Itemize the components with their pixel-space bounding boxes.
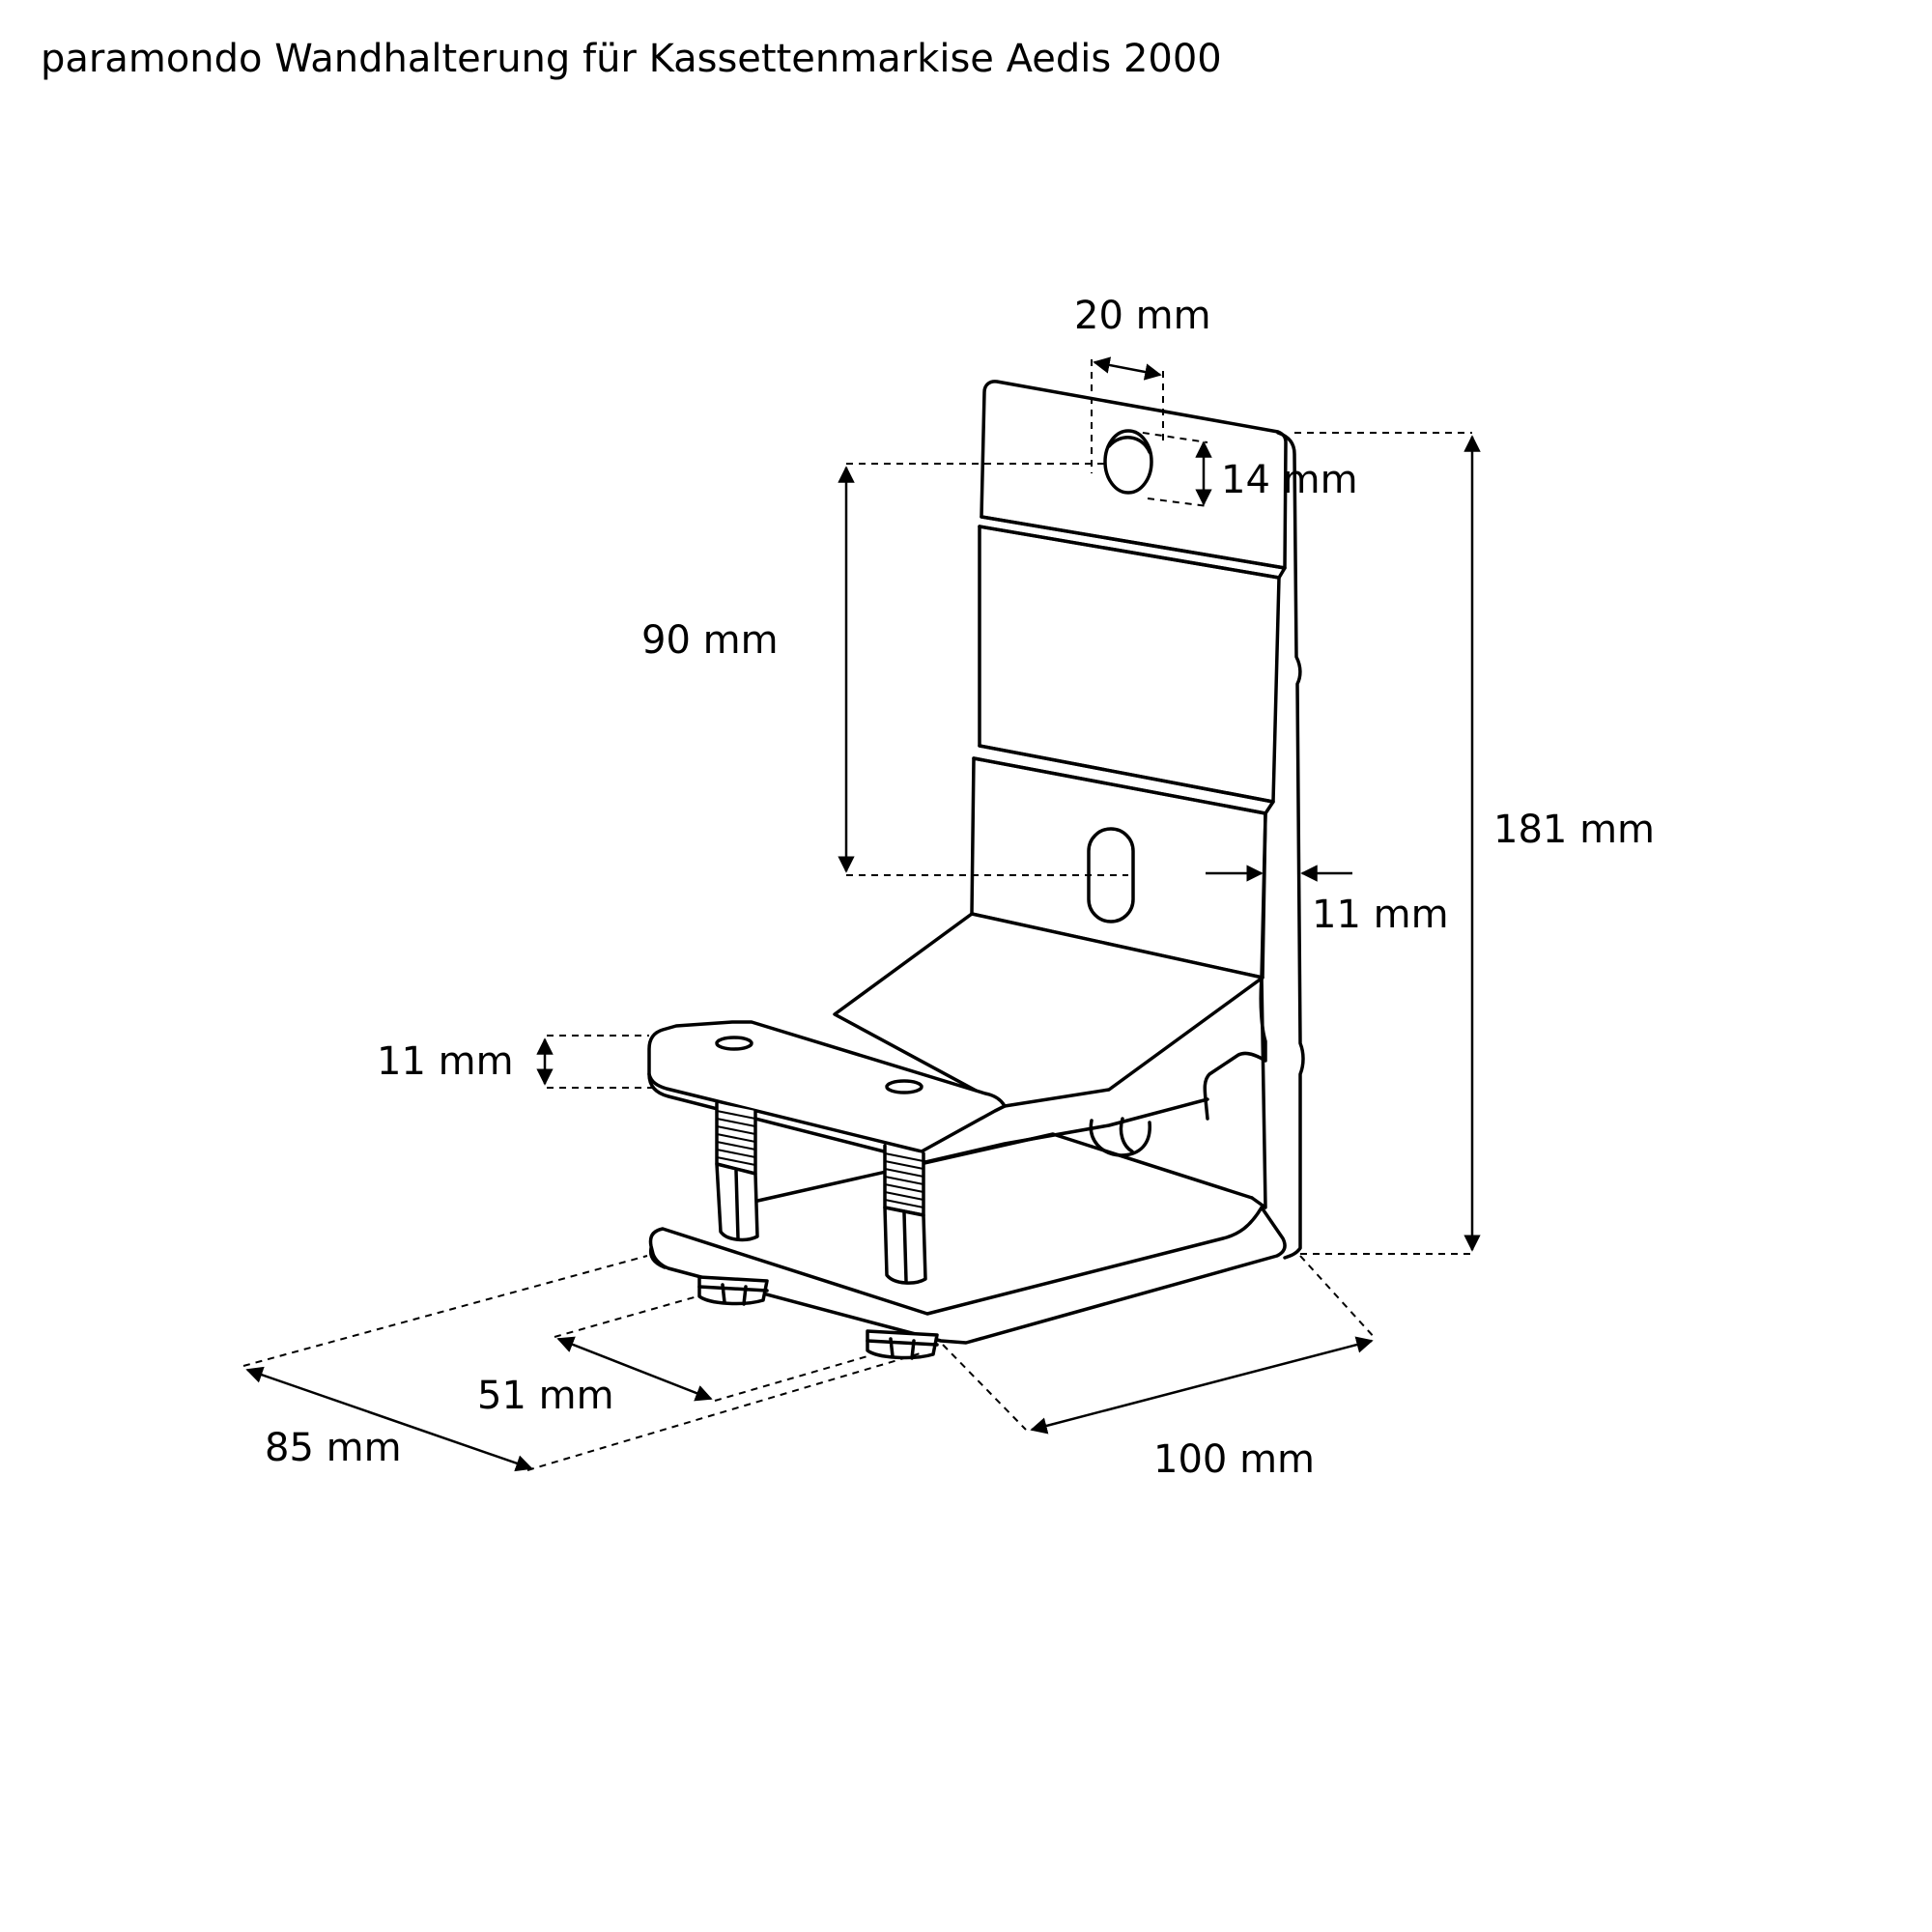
diagram-title: paramondo Wandhalterung für Kassettenmarkise Aedis 2000 [41,37,1222,81]
label-plate-thickness: 11 mm [1312,893,1449,937]
dim-hole-spacing [641,464,1128,875]
dim-inner-depth [477,1296,867,1418]
base-inner-line [753,1134,1252,1202]
label-slot-width: 20 mm [1074,294,1211,338]
dim-total-height [1294,433,1655,1254]
label-clamp-thickness: 11 mm [377,1039,514,1084]
label-width: 100 mm [1153,1437,1315,1482]
label-inner-depth: 51 mm [477,1374,614,1418]
label-outer-depth: 85 mm [265,1426,402,1470]
label-hole-spacing: 90 mm [641,618,779,663]
upper-bend-strip [980,517,1285,578]
middle-plate [980,526,1279,802]
dim-slot-width [1074,294,1211,473]
dim-plate-thickness [1206,873,1449,937]
base-slot-inner [1121,1119,1132,1151]
upper-slot-icon [1105,431,1151,493]
lower-bend-strip [974,746,1273,813]
label-total-height: 181 mm [1493,808,1655,852]
base-back-corner [1252,978,1265,1208]
bracket-side-edge [1278,433,1303,1258]
label-slot-height: 14 mm [1221,458,1358,502]
dim-slot-height [1130,431,1358,506]
dim-clamp-thickness [377,1036,657,1088]
